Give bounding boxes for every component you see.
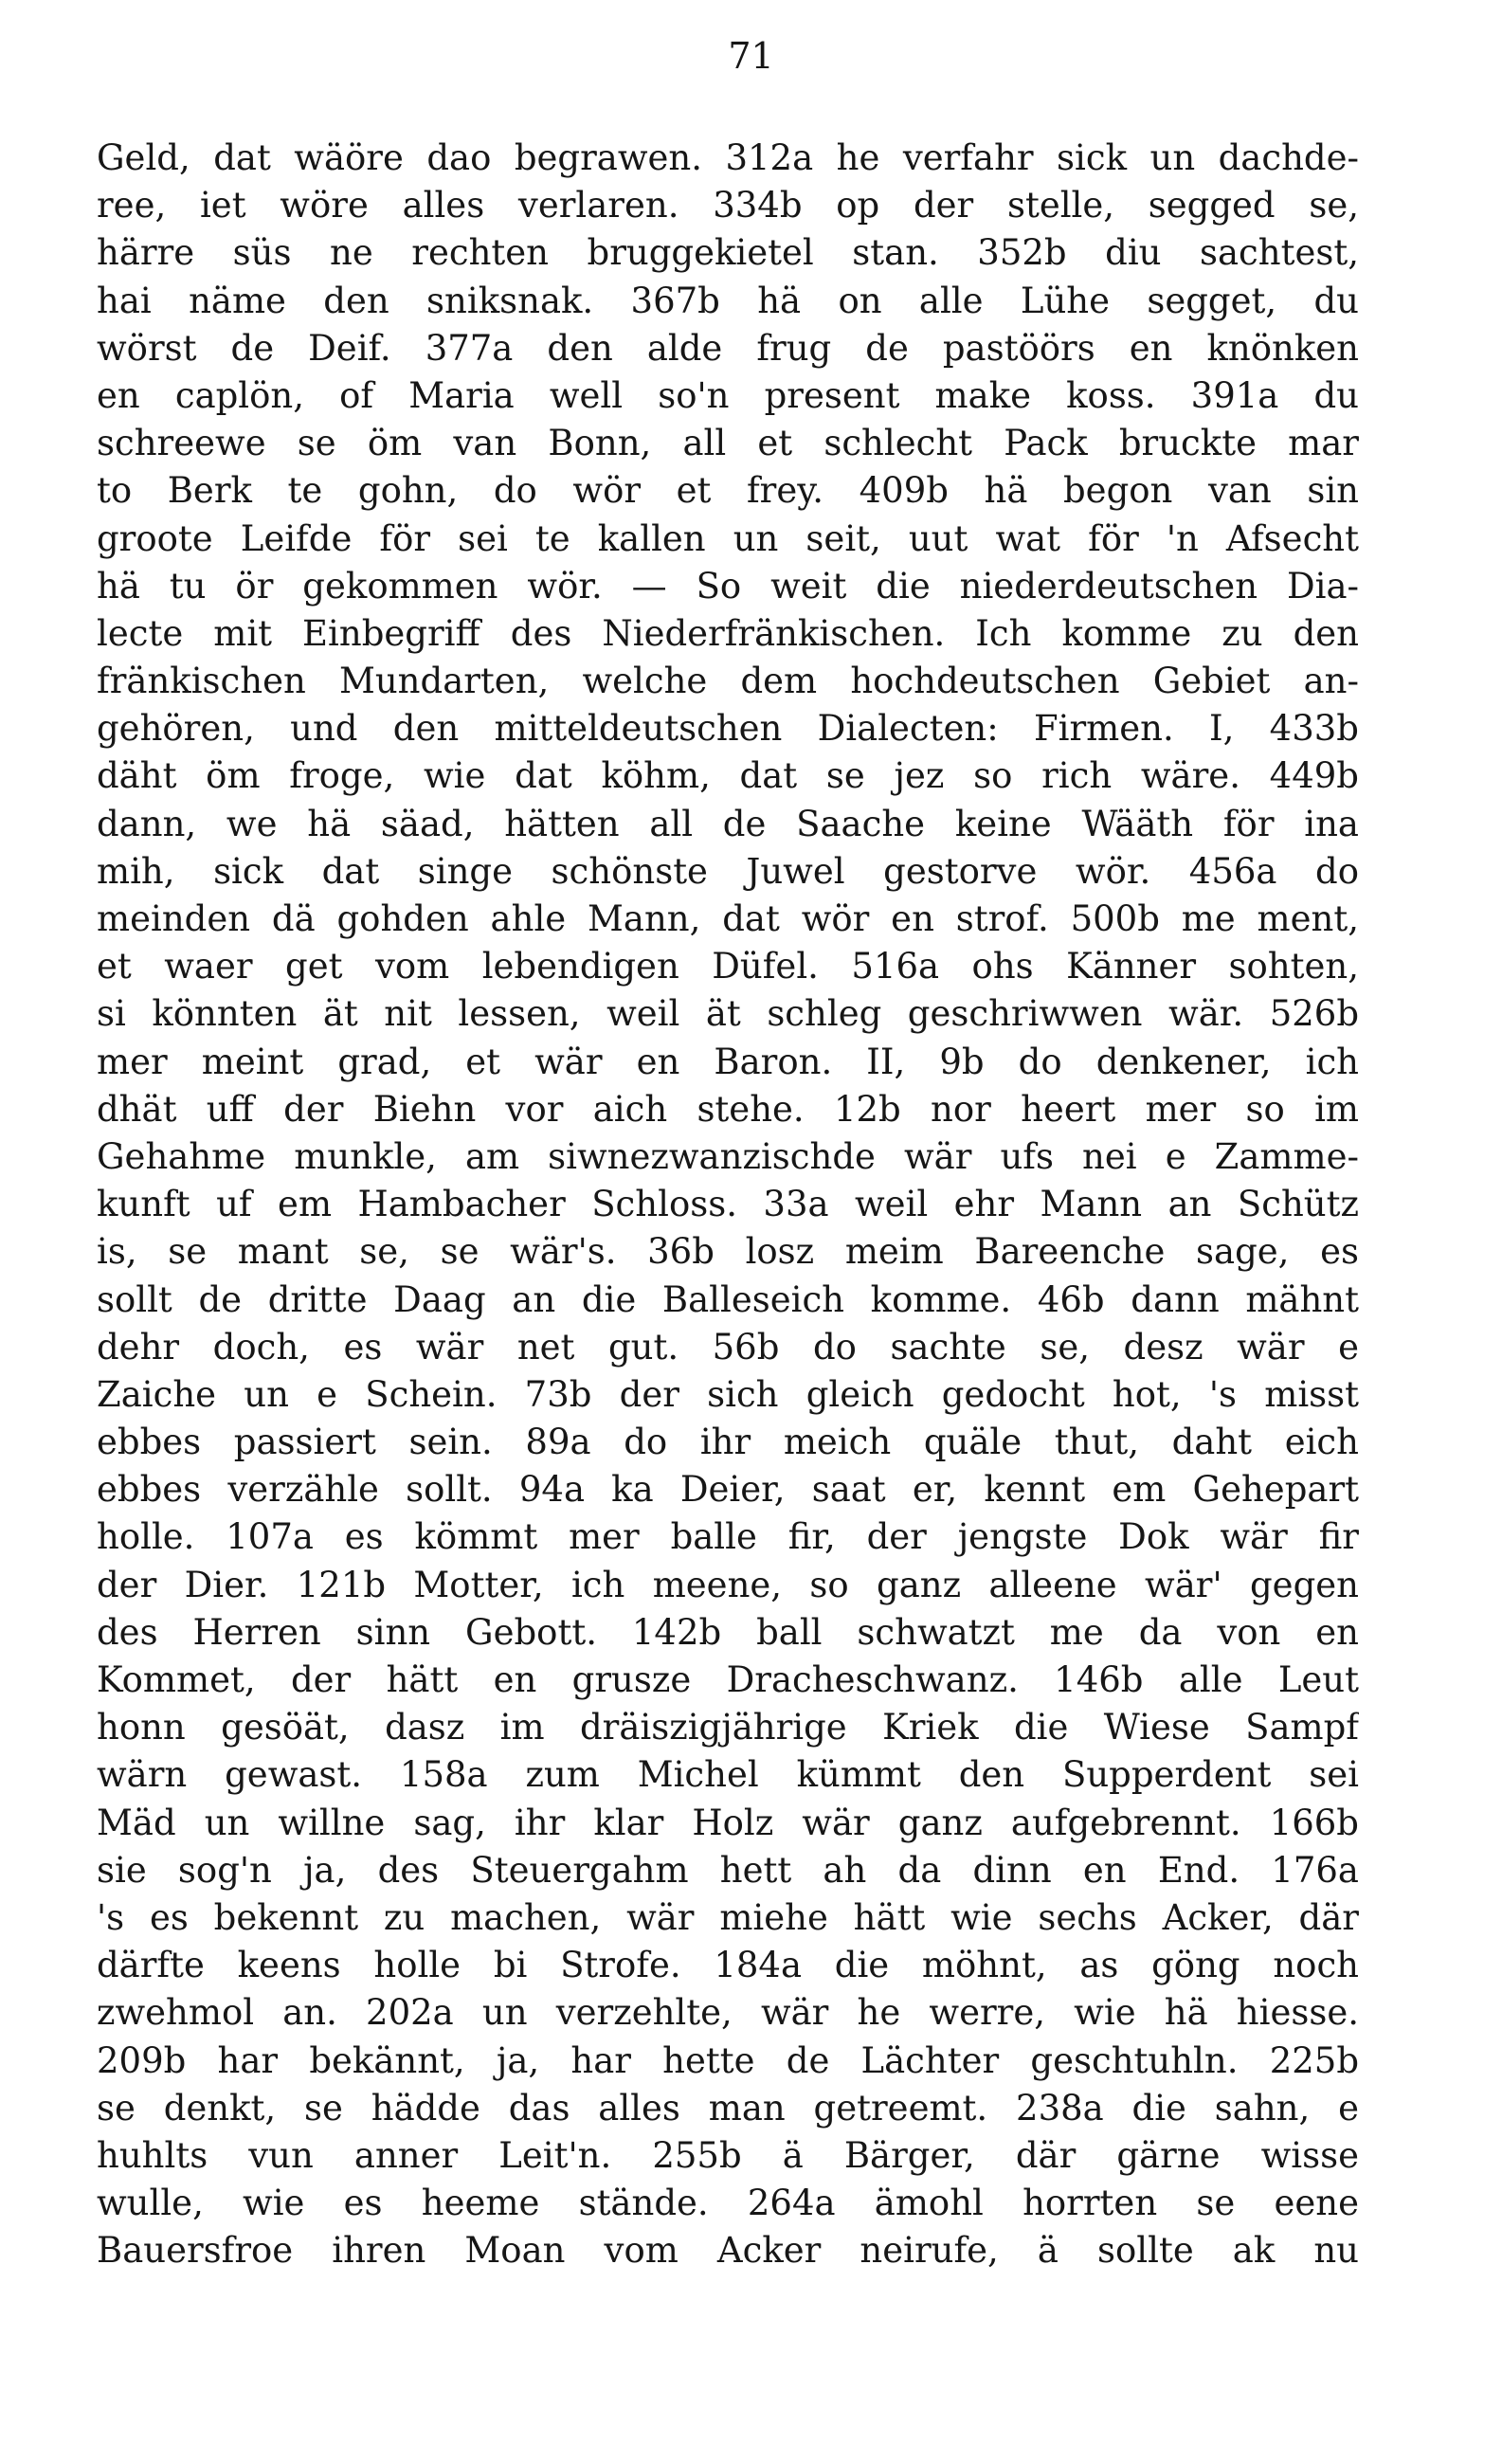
text-line-26: dehr doch, es wär net gut. 56b do sachte se, desz wär e [97,1326,1359,1368]
text-line-43: huhlts vun anner Leit'n. 255b ä Bärger, där gärne wisse [97,2134,1359,2176]
text-line-33: Kommet, der hätt en grusze Dracheschwanz. 146b alle Leut [97,1659,1359,1700]
text-line-29: ebbes verzähle sollt. 94a ka Deier, saat er, kennt em Gehepart [97,1469,1359,1511]
text-line-17: meinden dä gohden ahle Mann, dat wör en strof. 500b me ment, [97,898,1359,939]
text-line-24: is, se mant se, se wär's. 36b losz meim Bareenche sage, es [97,1231,1359,1273]
text-line-38: 's es bekennt zu machen, wär miehe hätt wie sechs Acker, där [97,1896,1359,1938]
text-line-21: dhät uff der Biehn vor aich stehe. 12b nor heert mer so im [97,1088,1359,1130]
text-line-9: groote Leifde för sei te kallen un seit, uut wat för 'n Afsecht [97,517,1359,559]
text-line-45: Bauersfroe ihren Moan vom Acker neirufe, ä sollte ak nu [97,2230,1359,2272]
text-line-37: sie sog'n ja, des Steuergahm hett ah da dinn en End. 176a [97,1849,1359,1891]
text-line-23: kunft uf em Hambacher Schloss. 33a weil ehr Mann an Schütz [97,1184,1359,1225]
text-line-7: schreewe se öm van Bonn, all et schlecht Pack bruckte mar [97,423,1359,464]
text-line-20: mer meint grad, et wär en Baron. II, 9b do denkener, ich [97,1041,1359,1082]
text-line-31: der Dier. 121b Motter, ich meene, so ganz alleene wär' gegen [97,1564,1359,1605]
text-line-40: zwehmol an. 202a un verzehlte, wär he werre, wie hä hiesse. [97,1992,1359,2034]
text-line-25: sollt de dritte Daag an die Balleseich komme. 46b dann mähnt [97,1278,1359,1320]
text-line-6: en caplön, of Maria well so'n present make koss. 391a du [97,374,1359,416]
text-line-8: to Berk te gohn, do wör et frey. 409b hä begon van sin [97,470,1359,512]
text-line-11: lecte mit Einbegriff des Niederfränkischen. Ich komme zu den [97,612,1359,654]
body-text [97,135,1359,2274]
text-line-13: gehören, und den mitteldeutschen Dialecten: Firmen. I, 433b [97,708,1359,750]
text-line-41: 209b har bekännt, ja, har hette de Lächter geschtuhln. 225b [97,2039,1359,2081]
text-line-30: holle. 107a es kömmt mer balle fir, der jengste Dok wär fir [97,1516,1359,1558]
text-line-34: honn gesöät, dasz im dräiszigjährige Kriek die Wiese Sampf [97,1707,1359,1748]
text-line-2: ree, iet wöre alles verlaren. 334b op der stelle, segged se, [97,185,1359,226]
text-line-19: si könnten ät nit lessen, weil ät schleg geschriwwen wär. 526b [97,993,1359,1035]
text-line-36: Mäd un willne sag, ihr klar Holz wär ganz aufgebrennt. 166b [97,1802,1359,1843]
text-line-3: härre süs ne rechten bruggekietel stan. 352b diu sachtest, [97,232,1359,274]
text-line-35: wärn gewast. 158a zum Michel kümmt den Supperdent sei [97,1754,1359,1796]
text-line-42: se denkt, se hädde das alles man getreemt. 238a die sahn, e [97,2087,1359,2129]
text-line-39: därfte keens holle bi Strofe. 184a die möhnt, as göng noch [97,1945,1359,1986]
text-line-44: wulle, wie es heeme stände. 264a ämohl horrten se eene [97,2183,1359,2224]
text-line-5: wörst de Deif. 377a den alde frug de pastöörs en knönken [97,327,1359,369]
text-line-14: däht öm froge, wie dat köhm, dat se jez so rich wäre. 449b [97,755,1359,797]
text-line-28: ebbes passiert sein. 89a do ihr meich quäle thut, daht eich [97,1422,1359,1463]
text-line-16: mih, sick dat singe schönste Juwel gestorve wör. 456a do [97,850,1359,892]
text-line-15: dann, we hä säad, hätten all de Saache keine Wääth för ina [97,803,1359,844]
text-line-1: Geld, dat wäöre dao begrawen. 312a he verfahr sick un dachde- [97,137,1359,178]
text-line-12: fränkischen Mundarten, welche dem hochdeutschen Gebiet an- [97,661,1359,702]
text-line-10: hä tu ör gekommen wör. — So weit die niederdeutschen Dia- [97,565,1359,607]
text-line-32: des Herren sinn Gebott. 142b ball schwatzt me da von en [97,1611,1359,1653]
text-line-18: et waer get vom lebendigen Düfel. 516a ohs Känner sohten, [97,946,1359,987]
text-line-27: Zaiche un e Schein. 73b der sich gleich gedocht hot, 's misst [97,1373,1359,1415]
text-line-4: hai näme den sniksnak. 367b hä on alle Lühe segget, du [97,280,1359,321]
text-line-22: Gehahme munkle, am siwnezwanzischde wär ufs nei e Zamme- [97,1135,1359,1177]
page-number: 71 [728,35,774,77]
